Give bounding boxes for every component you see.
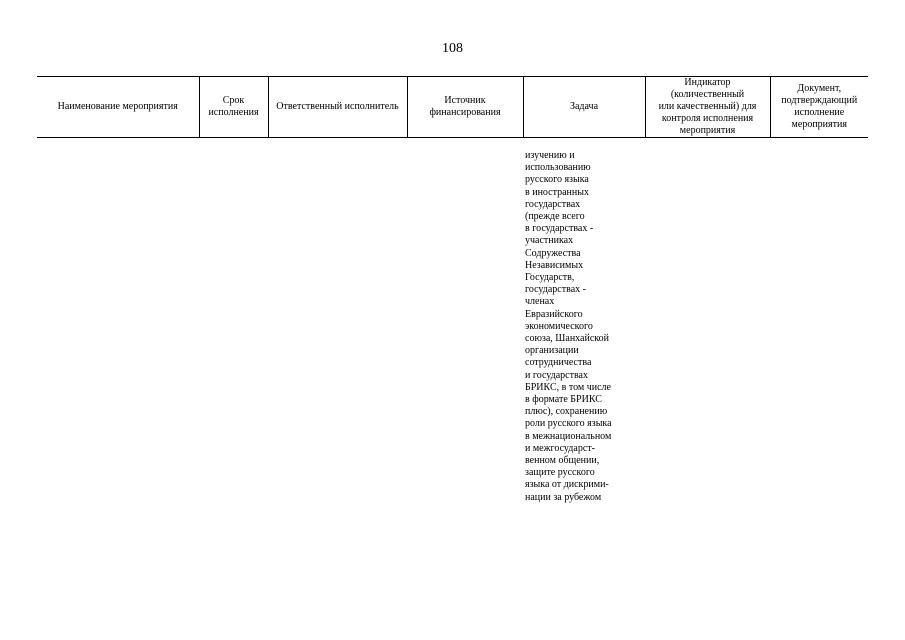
cell-indicator: [645, 138, 770, 504]
task-line: Евразийского: [525, 308, 583, 320]
header-line: исполнения: [208, 107, 259, 118]
header-row: [37, 77, 868, 138]
task-line: БРИКС, в том числе: [525, 381, 611, 393]
cell-document: [770, 138, 868, 504]
header-deadline: [199, 77, 268, 138]
header-document: [770, 77, 868, 138]
header-indicator: [645, 77, 770, 138]
task-line: участниках: [525, 235, 574, 247]
task-line: государствах: [525, 198, 581, 210]
task-line: Содружества: [525, 247, 581, 259]
header-line: Индикатор: [684, 77, 731, 88]
task-line: и государствах: [525, 369, 588, 381]
task-line: языка от дискрими-: [525, 479, 609, 491]
header-funding-source: [407, 77, 523, 138]
header-task: [523, 77, 645, 138]
header-line: Срок: [222, 95, 245, 106]
header-line: Документ,: [797, 83, 842, 94]
cell-funding-source: [407, 138, 523, 504]
header-line: (количественный: [670, 89, 745, 100]
task-line: защите русского: [525, 467, 595, 479]
task-line: роли русского языка: [525, 418, 612, 430]
header-line: мероприятия: [791, 119, 847, 130]
task-line: организации: [525, 345, 579, 357]
task-line: русского языка: [525, 174, 589, 186]
task-line: союза, Шанхайской: [525, 333, 609, 345]
task-line: экономического: [525, 320, 593, 332]
header-event-name: [37, 77, 199, 138]
task-line: нации за рубежом: [525, 491, 602, 503]
page-number: 108: [442, 41, 463, 56]
task-line: в формате БРИКС: [525, 394, 602, 406]
header-line: контроля исполнения: [661, 113, 754, 124]
cell-task: [523, 138, 645, 504]
task-line: и межгосударст-: [525, 442, 595, 454]
task-line: членах: [525, 296, 555, 308]
header-line: финансирования: [429, 107, 501, 118]
header-line: подтверждающий: [781, 95, 858, 106]
task-line: в иностранных: [525, 186, 589, 198]
header-line: или качественный) для: [658, 101, 757, 112]
task-line: венном общении,: [525, 455, 600, 467]
cell-responsible: [268, 138, 407, 504]
task-line: сотрудничества: [525, 357, 592, 369]
task-line: государствах -: [525, 284, 586, 296]
task-line: в межнациональном: [525, 430, 612, 442]
header-line: Источник: [444, 95, 486, 106]
task-line: в государствах -: [525, 223, 594, 235]
plan-table: [37, 76, 868, 504]
header-line: Ответственный исполнитель: [276, 101, 399, 112]
task-line: использованию: [525, 162, 591, 174]
task-line: Независимых: [525, 259, 584, 271]
header-line: мероприятия: [679, 125, 736, 136]
table-row: [37, 138, 868, 504]
header-line: Наименование мероприятия: [57, 101, 178, 112]
task-line: плюс), сохранению: [525, 406, 608, 418]
task-line: Государств,: [525, 272, 575, 284]
header-responsible: [268, 77, 407, 138]
cell-deadline: [199, 138, 268, 504]
task-line: изучению и: [525, 150, 575, 161]
header-line: Задача: [569, 101, 599, 112]
header-line: исполнение: [794, 107, 845, 118]
task-line: (прежде всего: [525, 211, 585, 223]
cell-event-name: [37, 138, 199, 504]
